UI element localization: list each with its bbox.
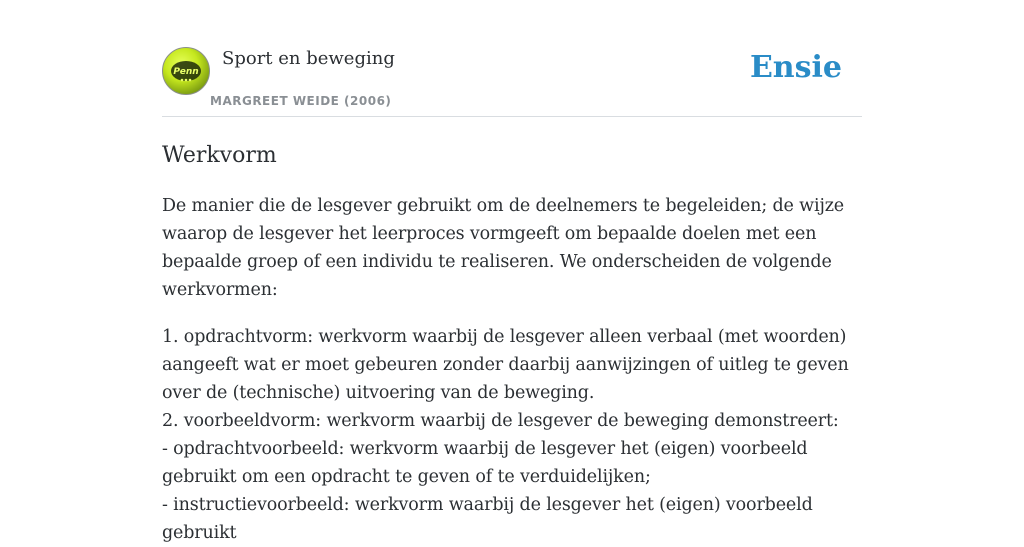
entry-body	[162, 192, 862, 547]
list-item: 2. voorbeeldvorm: werkvorm waarbij de lesgever de beweging demonstreert:	[162, 411, 839, 431]
list-item: - opdrachtvoorbeeld: werkvorm waarbij de lesgever het (eigen) voorbeeld gebruikt om een opdracht te geven of te verduidelijken;	[162, 439, 808, 487]
author-byline: MARGREET WEIDE (2006)	[210, 94, 392, 108]
entry-headword: Werkvorm	[162, 143, 277, 168]
list-item: 1. opdrachtvorm: werkvorm waarbij de lesgever alleen verbaal (met woorden) aangeeft wat er moet gebeuren zonder daarbij aanwijzingen of uitleg te geven over de (technische) uitvoering van de beweging.	[162, 327, 849, 403]
definition-paragraph: De manier die de lesgever gebruikt om de deelnemers te begeleiden; de wijze waarop de lesgever het leerproces vormgeeft om bepaalde doelen met een bepaalde groep of een individu te realiseren. We onderscheiden de volgende werkvormen:	[162, 196, 844, 300]
tennis-ball-icon	[163, 48, 209, 94]
entry-page	[162, 0, 862, 547]
avatar-logo-text: Penn	[173, 67, 199, 77]
entry-header	[162, 0, 862, 117]
avatar[interactable]	[162, 47, 210, 95]
brand-logo[interactable]: Ensie	[749, 50, 842, 85]
book-title[interactable]: Sport en beweging	[222, 48, 395, 69]
list-item: - instructievoorbeeld: werkvorm waarbij de lesgever het (eigen) voorbeeld gebruikt	[162, 495, 813, 543]
